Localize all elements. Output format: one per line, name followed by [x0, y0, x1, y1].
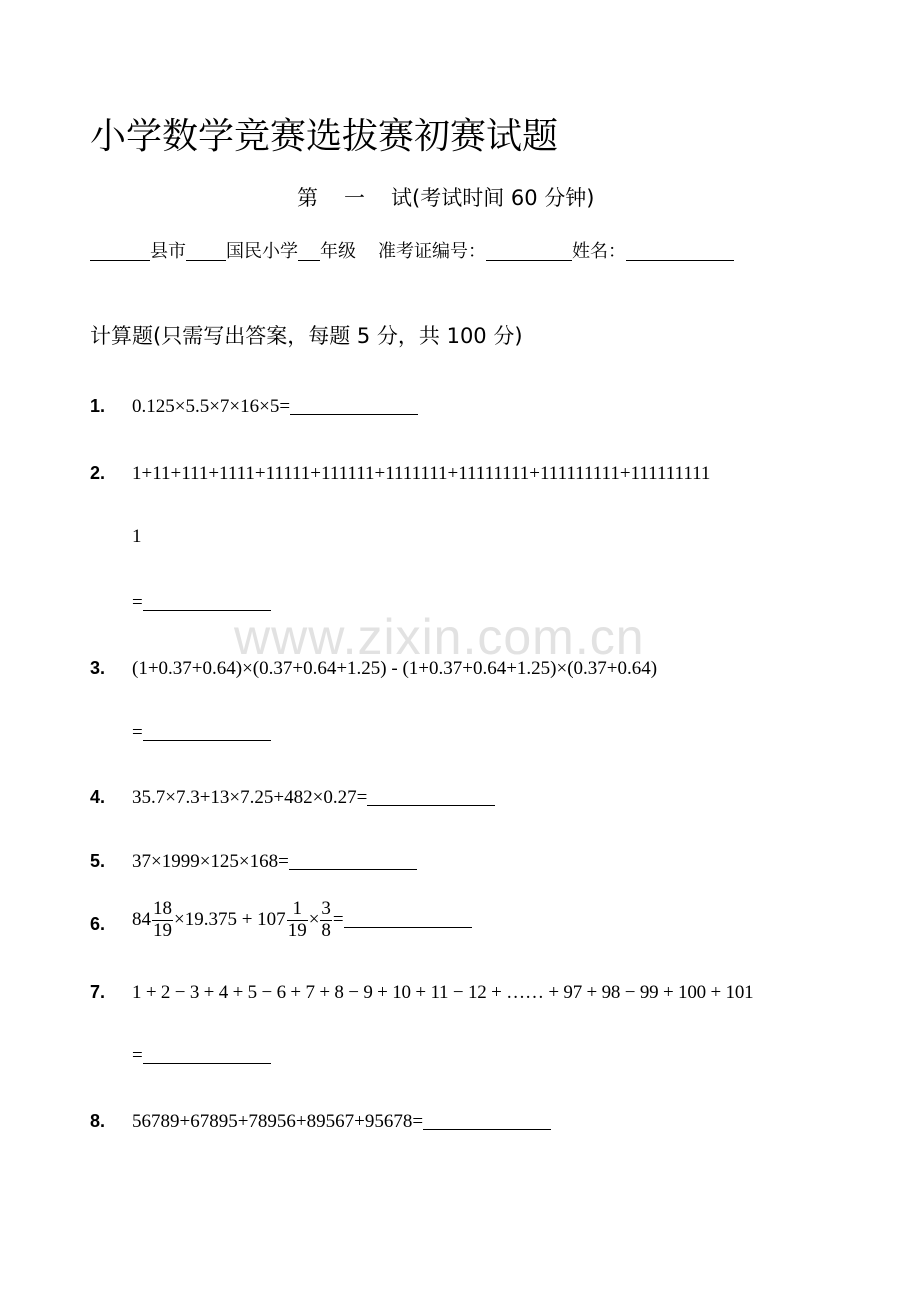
answer-blank[interactable] [143, 1047, 271, 1064]
subtitle-part2: 一 [344, 186, 365, 210]
numerator: 1 [287, 899, 308, 921]
answer-line [132, 1045, 271, 1067]
equals-sign: = [132, 722, 143, 743]
watermark: www.zixin.com.cn [234, 609, 645, 665]
whole-number: 84 [132, 908, 151, 930]
problem-number: 6. [90, 914, 106, 934]
exam-no-blank[interactable] [486, 240, 572, 261]
problem-expression [132, 851, 417, 873]
fraction [320, 899, 332, 942]
subtitle-part3: 试(考试时间 60 分钟) [391, 186, 595, 210]
expression-continuation: 1 [132, 526, 142, 547]
problem-expression [132, 787, 495, 809]
numerator: 3 [321, 898, 331, 919]
expression-text: 1 + 2 − 3 + 4 + 5 − 6 + 7 + 8 − 9 + 10 + 11 − 12 + …… + 97 + 98 − 99 + 100 + 101 [132, 982, 754, 1003]
school-label: 国民小学 [226, 241, 298, 262]
equals-sign: = [132, 592, 143, 613]
problem-number: 3. [90, 658, 106, 678]
student-info-line [90, 237, 734, 263]
name-blank[interactable] [626, 240, 734, 261]
denominator: 8 [321, 919, 331, 941]
times-sign: × [308, 908, 320, 930]
county-blank[interactable] [90, 240, 150, 261]
expression-text: 37×1999×125×168= [132, 851, 289, 872]
county-label: 县市 [150, 241, 186, 262]
equals-sign: = [132, 1045, 143, 1066]
equals-sign: = [332, 908, 344, 930]
grade-blank[interactable] [298, 240, 320, 261]
problem-number: 7. [90, 982, 106, 1002]
fraction [287, 899, 308, 942]
problem-expression [132, 1111, 551, 1133]
answer-blank[interactable] [290, 398, 418, 415]
exam-no-label: 准考证编号： [378, 241, 486, 262]
denominator: 19 [153, 919, 172, 941]
page-title: 小学数学竞赛选拔赛初赛试题 [90, 116, 559, 157]
problem-expression [132, 899, 472, 942]
problem-number: 1. [90, 396, 106, 416]
expression-middle: ×19.375 + 107 [174, 908, 286, 930]
problem-expression [132, 396, 418, 418]
fraction [152, 899, 173, 942]
expression-text: 1+11+111+1111+11111+111111+1111111+11111111+111111111+111111111 [132, 463, 711, 484]
expression-text: 35.7×7.3+13×7.25+482×0.27= [132, 787, 368, 808]
answer-blank[interactable] [344, 911, 472, 928]
answer-blank[interactable] [423, 1113, 551, 1130]
subtitle-part1: 第 [297, 186, 318, 210]
expression-text: 56789+67895+78956+89567+95678= [132, 1111, 424, 1132]
school-blank[interactable] [186, 240, 226, 261]
name-label: 姓名： [572, 241, 626, 262]
answer-blank[interactable] [367, 789, 495, 806]
problem-number: 4. [90, 787, 106, 807]
answer-line [132, 722, 271, 744]
denominator: 19 [287, 919, 307, 941]
expression-text: (1+0.37+0.64)×(0.37+0.64+1.25) - (1+0.37+0.64+1.25)×(0.37+0.64) [132, 658, 658, 679]
answer-blank[interactable] [143, 724, 271, 741]
grade-label: 年级 [320, 241, 356, 262]
answer-blank[interactable] [289, 853, 417, 870]
problem-number: 8. [90, 1111, 106, 1131]
expression-text: 0.125×5.5×7×16×5= [132, 396, 291, 417]
problem-number: 2. [90, 463, 106, 483]
exam-subtitle [297, 182, 594, 212]
section-heading: 计算题(只需写出答案，每题 5 分，共 100 分) [90, 324, 523, 348]
problem-number: 5. [90, 851, 106, 871]
numerator: 18 [153, 898, 172, 919]
